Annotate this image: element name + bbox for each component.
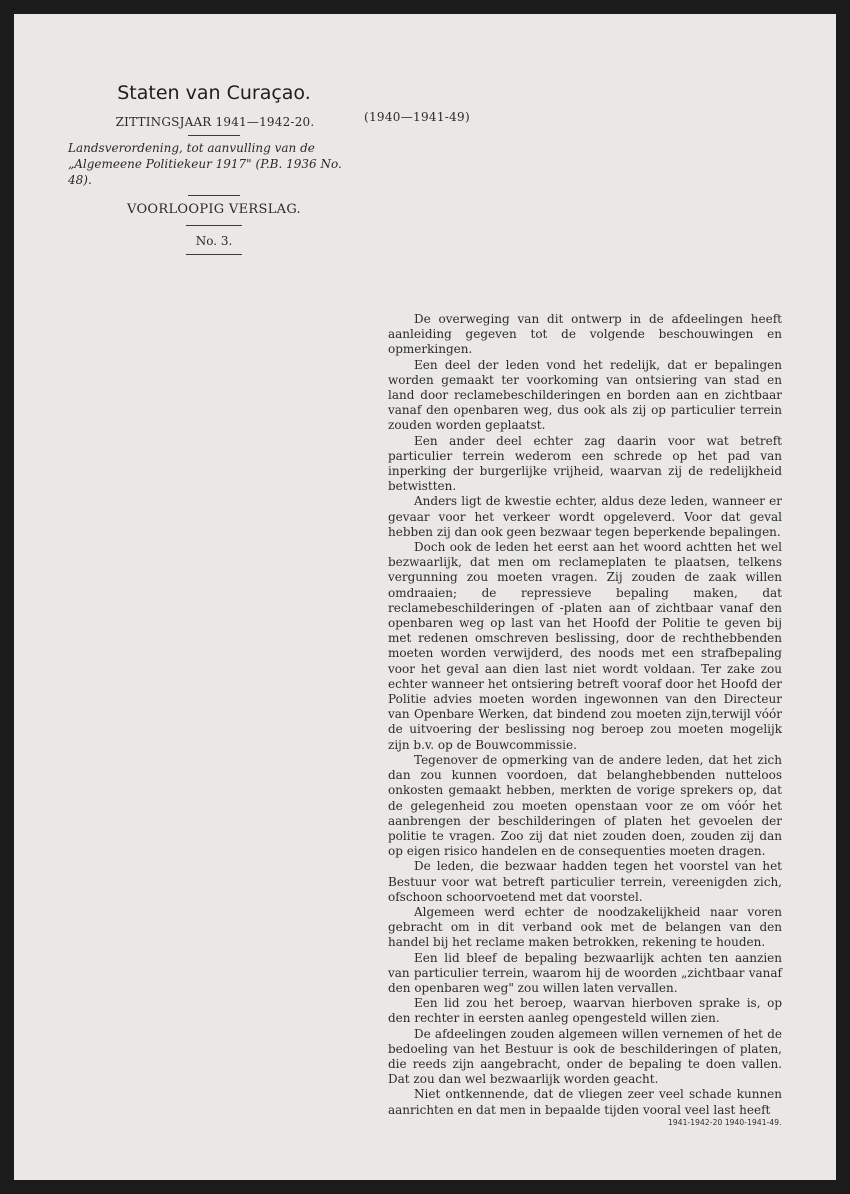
- divider: [188, 195, 240, 196]
- footer-code: 1941-1942-20 1940-1941-49.: [668, 1118, 782, 1127]
- paragraph: Anders ligt de kwestie echter, aldus deze leden, wanneer er gevaar voor het verkeer wordt opgeleverd. Voor dat geval hebben zij dan ook geen bezwaar tegen beperkende bepalingen.: [388, 494, 782, 539]
- divider: [186, 254, 242, 255]
- divider: [186, 225, 242, 226]
- paragraph: Een lid zou het beroep, waarvan hierboven sprake is, op den rechter in eersten aanleg opengesteld willen zien.: [388, 996, 782, 1026]
- report-body: [388, 312, 782, 1118]
- paragraph: Algemeen werd echter de noodzakelijkheid naar voren gebracht om in dit verband ook met de belangen van den handel bij het reclame maken betrokken, rekening te houden.: [388, 904, 782, 950]
- paragraph: Een ander deel echter zag daarin voor wat betreft particulier terrein wederom een schrede op het pad van inperking der burgerlijke vrijheid, waarvan zij de redelijkheid betwistten.: [388, 433, 782, 494]
- bill-subject: Landsverordening, tot aanvulling van de „Algemeene Politiekeur 1917" (P.B. 1936 No. 48).: [68, 141, 342, 187]
- paragraph: De overweging van dit ontwerp in de afdeelingen heeft aanleiding gegeven tot de volgende beschouwingen en opmerkingen.: [388, 312, 782, 357]
- divider: [188, 135, 240, 136]
- paragraph: Een lid bleef de bepaling bezwaarlijk achten ten aanzien van particulier terrein, waarom hij de woorden „zichtbaar vanaf den openbaren weg" zou willen laten vervallen.: [388, 950, 782, 995]
- paragraph: De leden, die bezwaar hadden tegen het voorstel van het Bestuur voor wat betreft particulier terrein, vereenigden zich, ofschoon schoorvoetend met dat voorstel.: [388, 859, 782, 904]
- document-number: No. 3.: [195, 234, 233, 248]
- organization-title: Staten van Curaçao.: [117, 82, 311, 104]
- document-page: [14, 14, 836, 1180]
- paragraph: Doch ook de leden het eerst aan het woord achtten het wel bezwaarlijk, dat men om reclameplaten te plaatsen, telkens vergunning zou moeten vragen. Zij zouden de zaak willen omdraaien; de repressieve bepaling maken, dat reclamebeschilderingen of -platen aan of zichtbaar vanaf den openbaren weg op last van het Hoofd der Politie te geven bij met redenen omschreven beslissing, door de rechthebbenden moeten worden verwijderd, des noods met een strafbepaling voor het geval aan dien last niet wordt voldaan. Ter zake zou echter wanneer het ontsiering betreft vooraf door het Hoofd der Politie advies moeten worden ingewonnen van den Directeur van Openbare Werken, dat bindend zou moeten zijn,terwijl vóór de uitvoering der beslissing nog beroep zou moeten mogelijk zijn b.v. op de Bouwcommissie.: [388, 540, 782, 752]
- reference-number: (1940—1941-49): [364, 110, 470, 124]
- paragraph: Een deel der leden vond het redelijk, dat er bepalingen worden gemaakt ter voorkoming van ontsiering van stad en land door reclamebeschilderingen en borden aan en zichtbaar vanaf den openbaren weg, dus ook als zij op particulier terrein zouden worden geplaatst.: [388, 357, 782, 433]
- paragraph: Niet ontkennende, dat de vliegen zeer veel schade kunnen aanrichten en dat men in bepaalde tijden vooral veel last heeft: [388, 1087, 782, 1117]
- paragraph: De afdeelingen zouden algemeen willen vernemen of het de bedoeling van het Bestuur is ook de beschilderingen of platen, die reeds zijn aangebracht, onder de bepaling te doen vallen. Dat zou dan wel bezwaarlijk worden geacht.: [388, 1026, 782, 1087]
- report-title: VOORLOOPIG VERSLAG.: [127, 202, 301, 217]
- session-year: ZITTINGSJAAR 1941—1942-20.: [115, 115, 315, 129]
- paragraph: Tegenover de opmerking van de andere leden, dat het zich dan zou kunnen voordoen, dat belanghebbenden nutteloos onkosten gemaakt hebben, merkten de vorige sprekers op, dat de gelegenheid zou moeten openstaan voor ze om vóór het aanbrengen der beschilderingen of platen het gevoelen der politie te vragen. Zoo zij dat niet zouden doen, zouden zij dan op eigen risico handelen en de consequenties moeten dragen.: [388, 752, 782, 859]
